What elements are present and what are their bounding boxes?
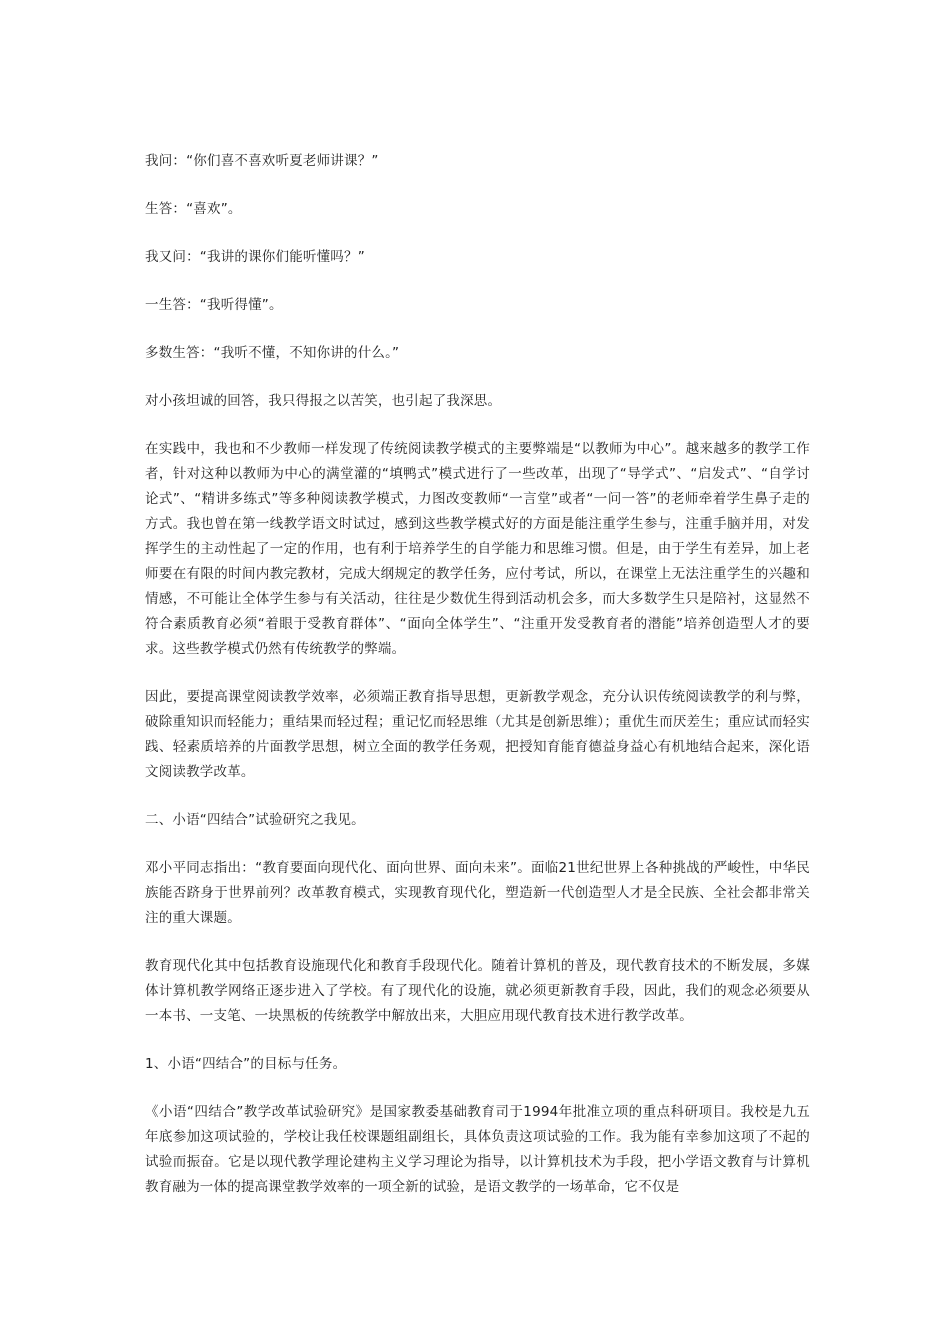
paragraph-practice: 在实践中，我也和不少教师一样发现了传统阅读教学模式的主要弊端是“以教师为中心”。越来越多的教学工作者，针对这种以教师为中心的满堂灌的“填鸭式”模式进行了一些改革，出现了“导学式”、“启发式”、“自学讨论式”、“精讲多练式”等多种阅读教学模式，力图改变教师“一言堂”或者“一问一答”的老师牵着学生鼻子走的方式。我也曾在第一线教学语文时试过，感到这些教学模式好的方面是能注重学生参与，注重手脑并用，对发挥学生的主动性起了一定的作用，也有利于培养学生的自学能力和思维习惯。但是，由于学生有差异，加上老师要在有限的时间内教完教材，完成大纲规定的教学任务，应付考试，所以，在课堂上无法注重学生的兴趣和情感，不可能让全体学生参与有关活动，往往是少数优生得到活动机会多，而大多数学生只是陪衬，这显然不符合素质教育必须“着眼于受教育群体”、“面向全体学生”、“注重开发受教育者的潜能”培养创造型人才的要求。这些教学模式仍然有传统教学的弊端。 <box>145 441 810 657</box>
paragraph-answer-1: 生答：“喜欢”。 <box>145 201 242 217</box>
paragraph-project-intro: 《小语“四结合”教学改革试验研究》是国家教委基础教育司于1994年批准立项的重点科研项目。我校是九五年底参加这项试验的，学校让我任校课题组副组长，具体负责这项试验的工作。我为能有幸参加这项了不起的试验而振奋。它是以现代教学理论建构主义学习理论为指导，以计算机技术为手段，把小学语文教育与计算机教育融为一体的提高课堂教学效率的一项全新的试验，是语文教学的一场革命，它不仅是 <box>145 1104 810 1195</box>
paragraph-deng-quote: 邓小平同志指出：“教育要面向现代化、面向世界、面向未来”。面临21世纪世界上各种挑战的严峻性，中华民族能否跻身于世界前列？改革教育模式，实现教育现代化，塑造新一代创造型人才是全民族、全社会都非常关注的重大课题。 <box>145 860 810 926</box>
paragraph-question-1: 我问：“你们喜不喜欢听夏老师讲课？” <box>145 153 379 169</box>
section-heading-2: 二、小语“四结合”试验研究之我见。 <box>145 812 365 828</box>
paragraph-reflection: 对小孩坦诚的回答，我只得报之以苦笑，也引起了我深思。 <box>145 393 502 409</box>
subsection-heading-1: 1、小语“四结合”的目标与任务。 <box>145 1056 347 1072</box>
paragraph-therefore: 因此，要提高课堂阅读教学效率，必须端正教育指导思想，更新教学观念，充分认识传统阅读教学的利与弊，破除重知识而轻能力；重结果而轻过程；重记忆而轻思维（尤其是创新思维）；重优生而厌差生；重应试而轻实践、轻素质培养的片面教学思想，树立全面的教学任务观，把授知育能育德益身益心有机地结合起来，深化语文阅读教学改革。 <box>145 689 810 780</box>
document-body <box>145 149 810 1223</box>
paragraph-question-2: 我又问：“我讲的课你们能听懂吗？” <box>145 249 365 265</box>
paragraph-answer-2: 一生答：“我听得懂”。 <box>145 297 283 313</box>
paragraph-answer-3: 多数生答：“我听不懂，不知你讲的什么。” <box>145 345 400 361</box>
paragraph-modernization: 教育现代化其中包括教育设施现代化和教育手段现代化。随着计算机的普及，现代教育技术的不断发展，多媒体计算机教学网络正逐步进入了学校。有了现代化的设施，就必须更新教育手段，因此，我们的观念必须要从一本书、一支笔、一块黑板的传统教学中解放出来，大胆应用现代教育技术进行教学改革。 <box>145 958 810 1024</box>
